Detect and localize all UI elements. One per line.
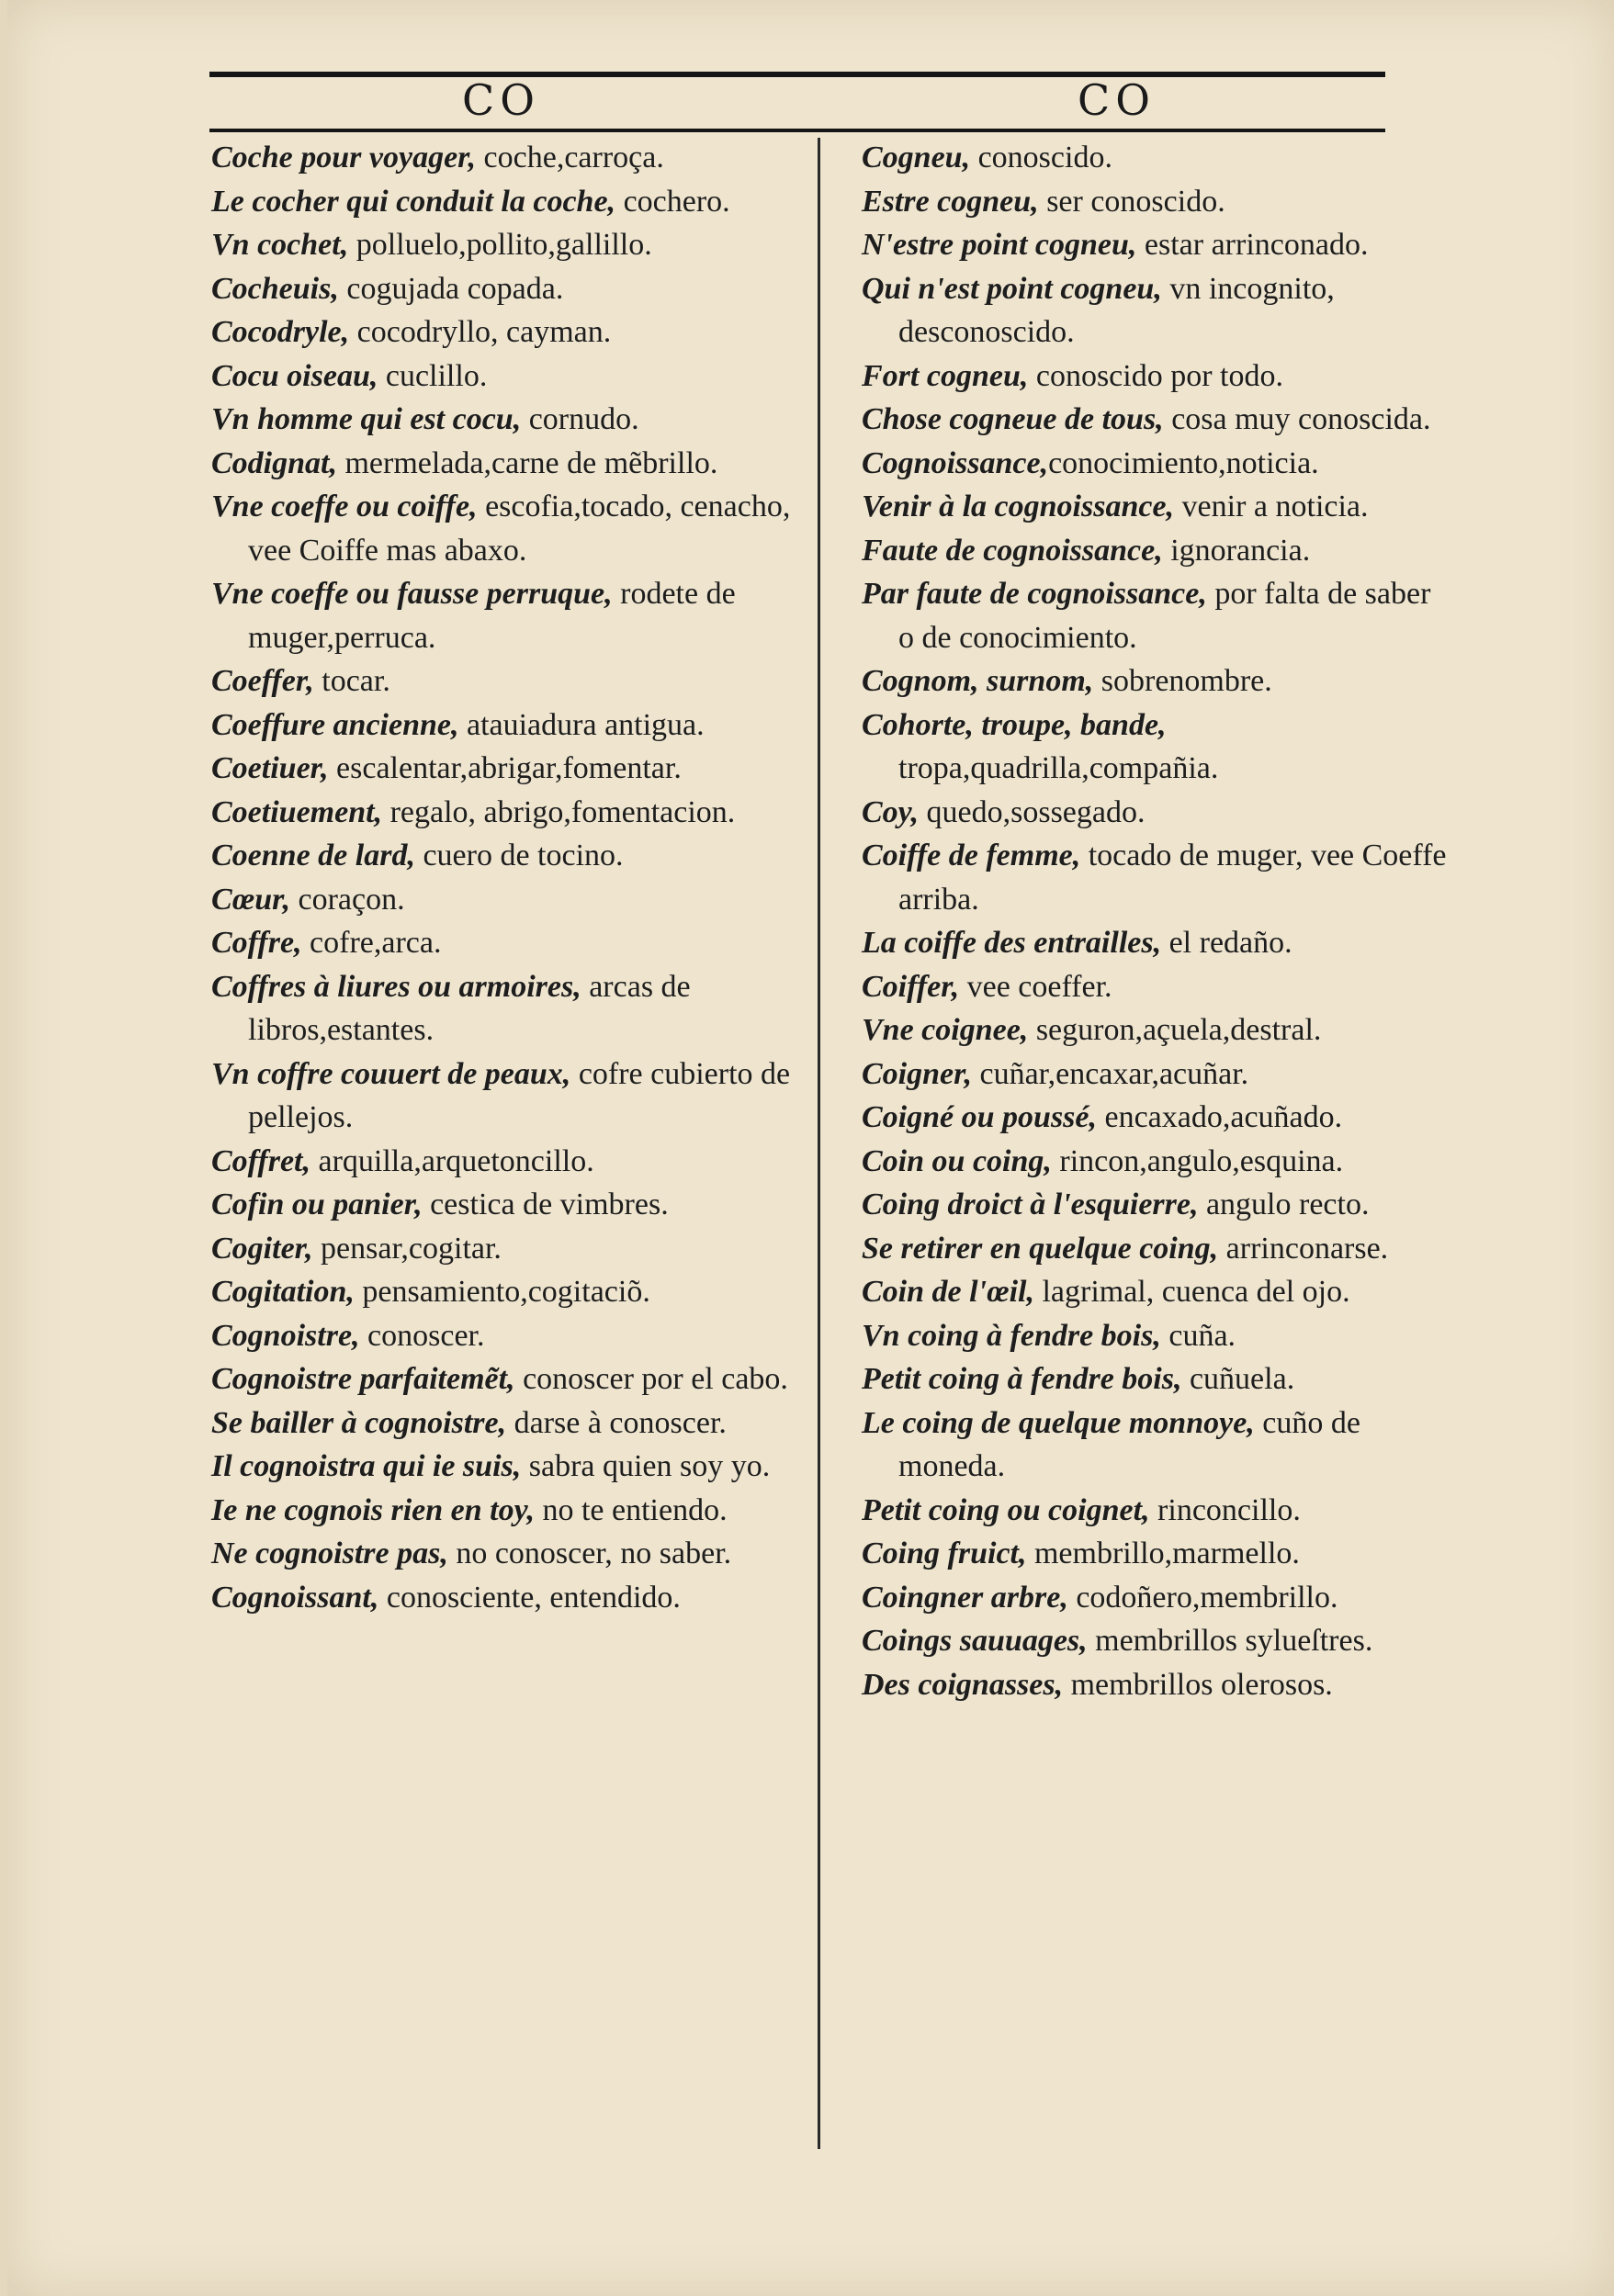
dictionary-entry — [862, 921, 1450, 965]
book-page — [7, 0, 1614, 2296]
entry-definition: arquilla,arquetoncillo. — [310, 1143, 594, 1178]
dictionary-entry — [862, 485, 1450, 529]
entry-headword: Chose cogneue de tous, — [862, 402, 1164, 436]
entry-definition: conoscer. — [359, 1318, 485, 1353]
entry-headword: N'estre point cogneu, — [862, 228, 1137, 262]
dictionary-entry — [211, 1489, 799, 1533]
dictionary-entry — [862, 398, 1450, 442]
dictionary-entry — [862, 1008, 1450, 1052]
entry-headword: Venir à la cognoissance, — [862, 490, 1175, 523]
entry-definition: no conoscer, no saber. — [447, 1536, 732, 1570]
dictionary-entry — [862, 1489, 1450, 1533]
entry-definition: conoscido. — [970, 141, 1112, 174]
dictionary-entry — [211, 1314, 799, 1358]
entry-headword: Cogneu, — [862, 141, 971, 174]
header-underline — [209, 129, 1385, 132]
entry-headword: Coffres à liures ou armoires, — [211, 969, 581, 1004]
entry-definition: no te entiendo. — [534, 1492, 728, 1527]
entry-definition: membrillos olerosos. — [1063, 1667, 1333, 1702]
entry-headword: Vne coeffe ou coiffe, — [211, 490, 478, 523]
column-divider — [818, 138, 820, 2149]
dictionary-entry — [211, 921, 799, 965]
entry-headword: Cocu oiseau, — [211, 358, 378, 393]
entry-definition: sobrenombre. — [1093, 664, 1272, 698]
entry-headword: Cogiter, — [211, 1231, 313, 1266]
entry-headword: Vn coffre couuert de peaux, — [211, 1056, 571, 1091]
entry-headword: Coenne de lard, — [211, 838, 415, 872]
entry-headword: Coin de l'œil, — [862, 1275, 1034, 1309]
entry-headword: Coing droict à l'esquierre, — [862, 1187, 1199, 1221]
dictionary-entry — [211, 1357, 799, 1401]
entry-headword: Ie ne cognois rien en toy, — [211, 1492, 535, 1527]
dictionary-entry — [211, 965, 799, 1052]
entry-definition: cuñar,encaxar,acuñar. — [971, 1056, 1249, 1091]
entry-definition: vee coeffer. — [959, 969, 1112, 1004]
right-column — [862, 136, 1450, 1706]
dictionary-entry — [211, 1401, 799, 1446]
entry-definition: ignorancia. — [1162, 533, 1311, 568]
dictionary-entry — [211, 442, 799, 486]
entry-definition: cuña. — [1160, 1318, 1236, 1353]
entry-headword: Coche pour voyager, — [211, 141, 477, 174]
dictionary-entry — [211, 267, 799, 311]
entry-headword: Coigné ou poussé, — [862, 1100, 1097, 1134]
dictionary-entry — [862, 965, 1450, 1009]
header-rule — [209, 72, 1385, 77]
entry-headword: Cogitation, — [211, 1275, 355, 1309]
entry-headword: Cohorte, troupe, bande, — [862, 707, 1167, 742]
dictionary-entry — [211, 791, 799, 835]
entry-definition: tocado de muger, vee Coeffe arriba. — [898, 838, 1447, 917]
entry-headword: Coy, — [862, 794, 920, 829]
entry-headword: Codignat, — [211, 445, 337, 480]
entry-definition: conoscido por todo. — [1028, 358, 1283, 393]
dictionary-entry — [862, 1314, 1450, 1358]
entry-headword: Vne coignee, — [862, 1013, 1029, 1047]
entry-headword: Coings sauuages, — [862, 1624, 1088, 1658]
dictionary-entry — [211, 355, 799, 399]
entry-definition: coraçon. — [290, 882, 405, 917]
entry-headword: Cocheuis, — [211, 271, 339, 306]
entry-definition: el redaño. — [1161, 926, 1292, 960]
entry-definition: darse à conoscer. — [506, 1405, 727, 1440]
entry-headword: Coingner arbre, — [862, 1580, 1068, 1615]
dictionary-entry — [862, 659, 1450, 703]
dictionary-entry — [211, 659, 799, 703]
entry-definition: angulo recto. — [1198, 1187, 1370, 1221]
dictionary-entry — [862, 267, 1450, 355]
entry-definition: cocodryllo, cayman. — [349, 315, 612, 349]
dictionary-entry — [862, 572, 1450, 659]
dictionary-entry — [862, 791, 1450, 835]
dictionary-entry — [211, 1183, 799, 1227]
entry-definition: cuclillo. — [378, 358, 488, 393]
entry-definition: coche,carroça. — [476, 141, 664, 174]
entry-definition: cuño de moneda. — [898, 1405, 1360, 1483]
entry-definition: tocar. — [313, 664, 390, 698]
entry-headword: Vn cochet, — [211, 228, 349, 262]
entry-headword: Vn coing à fendre bois, — [862, 1318, 1161, 1353]
dictionary-entry — [211, 1052, 799, 1140]
running-header-right: CO — [1078, 75, 1156, 125]
dictionary-entry — [862, 1140, 1450, 1184]
entry-headword: Cofin ou panier, — [211, 1187, 423, 1221]
entry-definition: rinconcillo. — [1149, 1492, 1301, 1527]
entry-definition: venir a noticia. — [1174, 490, 1369, 523]
entry-definition: atauiadura antigua. — [458, 707, 705, 742]
dictionary-entry — [862, 223, 1450, 267]
dictionary-entry — [211, 703, 799, 748]
entry-headword: Coeffer, — [211, 664, 314, 698]
dictionary-entry — [211, 485, 799, 572]
entry-headword: Vne coeffe ou fausse perruque, — [211, 577, 613, 611]
dictionary-entry — [862, 1663, 1450, 1707]
entry-headword: Coigner, — [862, 1056, 972, 1091]
dictionary-entry — [211, 136, 799, 180]
entry-headword: Qui n'est point cogneu, — [862, 271, 1162, 306]
entry-headword: Cognoissance, — [862, 445, 1049, 480]
entry-headword: Coiffe de femme, — [862, 838, 1081, 872]
entry-definition: encaxado,acuñado. — [1097, 1100, 1343, 1134]
entry-headword: Coffre, — [211, 926, 302, 960]
entry-definition: conosciente, entendido. — [378, 1580, 681, 1615]
entry-headword: Coetiuer, — [211, 751, 329, 785]
dictionary-entry — [211, 1140, 799, 1184]
dictionary-entry — [862, 1357, 1450, 1401]
entry-definition: membrillos sylueſtres. — [1087, 1624, 1373, 1658]
entry-headword: Coin ou coing, — [862, 1143, 1052, 1178]
entry-headword: Coiffer, — [862, 969, 960, 1004]
entry-definition: seguron,açuela,destral. — [1028, 1013, 1322, 1047]
dictionary-entry — [211, 747, 799, 791]
entry-definition: rodete de muger,perruca. — [248, 577, 736, 655]
entry-definition: cogujada copada. — [338, 271, 564, 306]
entry-headword: Se bailler à cognoistre, — [211, 1405, 507, 1440]
entry-definition: cuero de tocino. — [414, 838, 624, 872]
entry-headword: Estre cogneu, — [862, 184, 1039, 219]
dictionary-entry — [211, 1227, 799, 1271]
entry-headword: Cocodryle, — [211, 315, 350, 349]
entry-headword: Coing fruict, — [862, 1536, 1027, 1570]
entry-definition: cosa muy conoscida. — [1163, 402, 1431, 436]
entry-headword: Cognoistre, — [211, 1318, 360, 1353]
dictionary-entry — [862, 180, 1450, 224]
entry-definition: codoñero,membrillo. — [1067, 1580, 1338, 1615]
entry-headword: Ne cognoistre pas, — [211, 1536, 448, 1570]
dictionary-entry — [862, 136, 1450, 180]
entry-headword: Coffret, — [211, 1143, 310, 1178]
entry-definition: cuñuela. — [1181, 1362, 1295, 1396]
entry-headword: Il cognoistra qui ie suis, — [211, 1449, 522, 1483]
entry-definition: por falta de saber o de conocimiento. — [898, 577, 1431, 655]
entry-definition: vn incognito, desconoscido. — [898, 271, 1335, 349]
dictionary-entry — [862, 442, 1450, 486]
dictionary-entry — [862, 1619, 1450, 1663]
entry-headword: Coetiuement, — [211, 794, 383, 829]
dictionary-entry — [862, 355, 1450, 399]
entry-headword: Coeffure ancienne, — [211, 707, 459, 742]
entry-definition: rincon,angulo,esquina. — [1051, 1143, 1344, 1178]
entry-definition: pensar,cogitar. — [312, 1231, 502, 1266]
dictionary-entry — [211, 223, 799, 267]
entry-headword: Se retirer en quelque coing, — [862, 1231, 1219, 1266]
dictionary-entry — [862, 1270, 1450, 1314]
entry-headword: Petit coing ou coignet, — [862, 1492, 1150, 1527]
entry-definition: cochero. — [615, 184, 730, 219]
dictionary-entry — [211, 1532, 799, 1576]
dictionary-entry — [211, 310, 799, 355]
entry-definition: tropa,quadrilla,compañia. — [898, 751, 1219, 785]
dictionary-entry — [211, 1576, 799, 1620]
entry-definition: pensamiento,cogitaciõ. — [354, 1275, 650, 1309]
entry-headword: Le cocher qui conduit la coche, — [211, 184, 616, 219]
entry-definition: lagrimal, cuenca del ojo. — [1033, 1275, 1350, 1309]
entry-definition: cornudo. — [521, 402, 639, 436]
dictionary-entry — [211, 878, 799, 922]
entry-headword: Cognom, surnom, — [862, 664, 1094, 698]
dictionary-entry — [862, 703, 1450, 791]
dictionary-entry — [862, 1576, 1450, 1620]
entry-headword: Des coignasses, — [862, 1667, 1064, 1702]
entry-definition: regalo, abrigo,fomentacion. — [382, 794, 736, 829]
dictionary-entry — [862, 1183, 1450, 1227]
entry-definition: escofia,tocado, cenacho, vee Coiffe mas abaxo. — [248, 490, 791, 568]
entry-headword: Cœur, — [211, 882, 290, 917]
left-column — [211, 136, 799, 1619]
entry-definition: cestica de vimbres. — [422, 1187, 669, 1221]
dictionary-entry — [862, 1052, 1450, 1097]
entry-definition: cofre cubierto de pellejos. — [248, 1056, 791, 1134]
entry-headword: Faute de cognoissance, — [862, 533, 1163, 568]
entry-definition: conoscer por el cabo. — [514, 1362, 788, 1396]
entry-headword: Par faute de cognoissance, — [862, 577, 1207, 611]
dictionary-entry — [211, 1445, 799, 1489]
dictionary-entry — [211, 398, 799, 442]
dictionary-entry — [211, 572, 799, 659]
entry-headword: Cognoistre parfaitemẽt, — [211, 1362, 515, 1396]
entry-headword: La coiffe des entrailles, — [862, 926, 1162, 960]
entry-headword: Fort cogneu, — [862, 358, 1029, 393]
entry-headword: Petit coing à fendre bois, — [862, 1362, 1182, 1396]
dictionary-entry — [862, 1227, 1450, 1271]
entry-definition: mermelada,carne de mẽbrillo. — [336, 445, 718, 480]
dictionary-entry — [862, 1401, 1450, 1489]
dictionary-entry — [211, 180, 799, 224]
entry-definition: quedo,sossegado. — [919, 794, 1146, 829]
entry-definition: escalentar,abrigar,fomentar. — [328, 751, 682, 785]
entry-definition: conocimiento,noticia. — [1048, 445, 1319, 480]
entry-definition: cofre,arca. — [301, 926, 442, 960]
entry-headword: Vn homme qui est cocu, — [211, 402, 522, 436]
dictionary-entry — [211, 1270, 799, 1314]
entry-definition: ser conoscido. — [1038, 184, 1225, 219]
dictionary-entry — [862, 1096, 1450, 1140]
dictionary-entry — [862, 834, 1450, 921]
dictionary-entry — [211, 834, 799, 878]
entry-headword: Cognoissant, — [211, 1580, 379, 1615]
dictionary-entry — [862, 529, 1450, 573]
entry-definition: arcas de libros,estantes. — [248, 969, 691, 1047]
entry-definition: sabra quien soy yo. — [521, 1449, 771, 1483]
dictionary-entry — [862, 1532, 1450, 1576]
running-header-left: CO — [462, 75, 540, 125]
entry-definition: membrillo,marmello. — [1026, 1536, 1300, 1570]
entry-definition: estar arrinconado. — [1136, 228, 1369, 262]
entry-definition: arrinconarse. — [1218, 1231, 1389, 1266]
entry-definition: polluelo,pollito,gallillo. — [348, 228, 652, 262]
entry-headword: Le coing de quelque monnoye, — [862, 1405, 1255, 1440]
